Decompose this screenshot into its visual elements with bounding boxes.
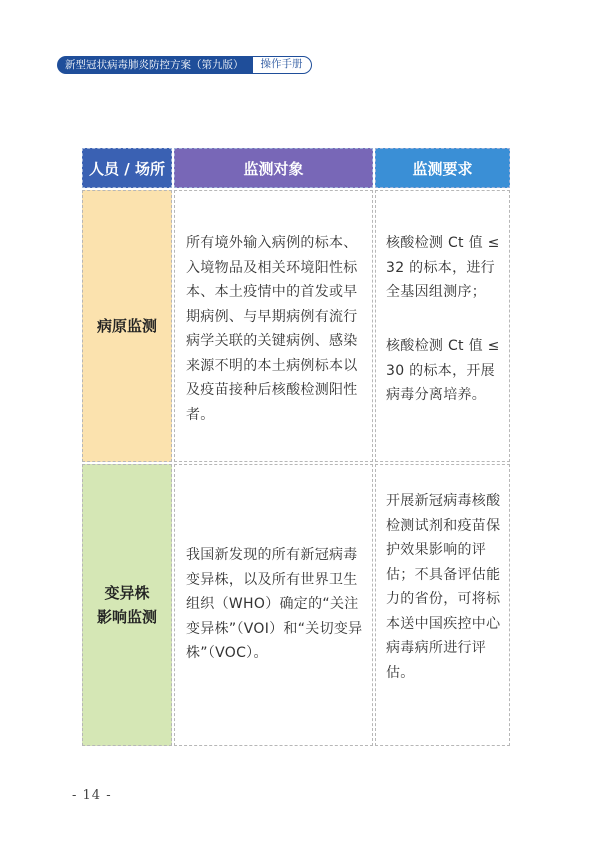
header-tag: 操作手册 [252,56,312,74]
row-target-variant [174,464,373,746]
column-header-target: 监测对象 [174,148,373,188]
category-label-line: 变异株 [104,584,150,602]
row-category-pathogen [82,190,172,462]
running-header [57,56,312,74]
target-text: 我国新发现的所有新冠病毒变异株，以及所有世界卫生组织（WHO）确定的“关注变异株”（VOI）和“关切变异株”（VOC）。 [186,547,363,661]
page-number: - 14 - [72,788,112,803]
requirement-text: 核酸检测 Ct 值 ≤ 30 的标本，开展病毒分离培养。 [386,338,500,403]
row-category-variant [82,464,172,746]
row-target-pathogen [174,190,373,462]
column-header-requirements: 监测要求 [375,148,510,188]
row-requirements-variant [375,464,510,746]
category-label: 病原监测 [96,317,157,335]
row-requirements-pathogen [375,190,510,462]
requirement-text: 开展新冠病毒核酸检测试剂和疫苗保护效果影响的评估；不具备评估能力的省份，可将标本送中国疾控中心病毒病所进行评估。 [386,493,501,681]
header-title: 新型冠状病毒肺炎防控方案（第九版） [57,56,252,74]
requirement-text: 核酸检测 Ct 值 ≤ 32 的标本，进行全基因组测序； [386,235,500,300]
column-header-category: 人员 / 场所 [82,148,172,188]
category-label-line: 影响监测 [96,608,157,626]
target-text: 所有境外输入病例的标本、入境物品及相关环境阳性标本、本土疫情中的首发或早期病例、与早期病例有流行病学关联的关键病例、感染来源不明的本土病例标本以及疫苗接种后核酸检测阳性者。 [186,235,358,423]
surveillance-table [82,148,510,746]
